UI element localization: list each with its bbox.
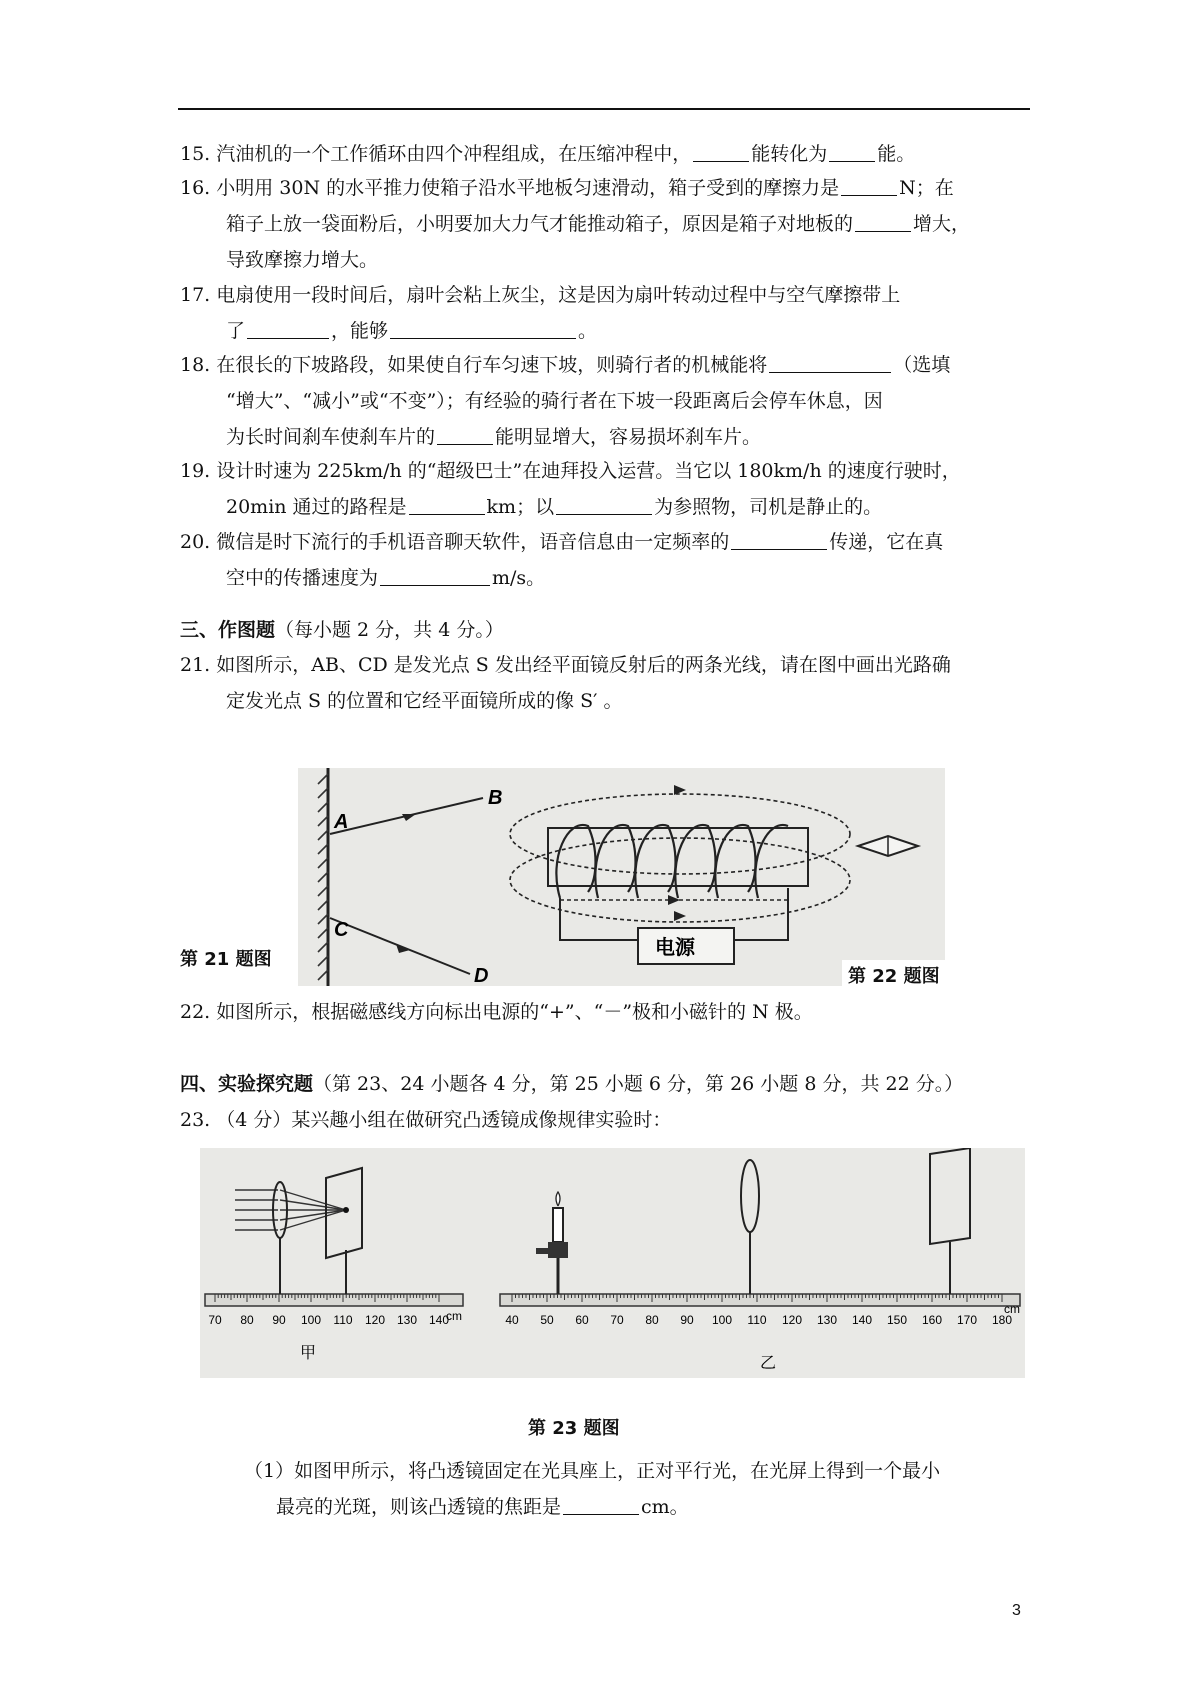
reflected-ray-cd — [330, 918, 470, 974]
figure-23-caption: 第 23 题图 — [528, 1418, 620, 1439]
ruler-tick-label: 140 — [851, 1313, 873, 1327]
answer-blank[interactable] — [409, 494, 485, 515]
question-20: 20. 微信是时下流行的手机语音聊天软件，语音信息由一定频率的 传递，它在真 空中的传播速度为 m/s。 — [180, 531, 944, 589]
answer-blank[interactable] — [563, 1494, 639, 1515]
figure-23-drawing — [200, 1148, 1025, 1378]
ruler-tick-label: 170 — [956, 1313, 978, 1327]
question-19: 19. 设计时速为 225km/h 的“超级巴士”在迪拜投入运营。当它以 180km/h 的速度行驶时， 20min 通过的路程是 km；以 为参照物，司机是静止的。 — [180, 460, 961, 518]
ruler-tick-label: 80 — [240, 1313, 254, 1327]
question-number: 23. — [180, 1109, 211, 1131]
ruler-tick-label: 130 — [396, 1313, 418, 1327]
parallel-light-rays — [235, 1190, 346, 1230]
ruler-tick-label: 40 — [505, 1313, 519, 1327]
label-a: A — [334, 811, 349, 833]
reflected-ray-ab — [330, 798, 483, 834]
field-arrow-bottom — [674, 911, 686, 921]
question-number: 19. — [180, 460, 211, 482]
question-number: 18. — [180, 354, 211, 376]
ruler-tick-label: 120 — [364, 1313, 386, 1327]
optical-bench-yi — [500, 1294, 1020, 1327]
label-d: D — [474, 965, 489, 986]
question-17: 17. 电扇使用一段时间后，扇叶会粘上灰尘，这是因为扇叶转动过程中与空气摩擦带上 了 ，能够 。 — [180, 284, 901, 342]
page-number: 3 — [1012, 1602, 1021, 1619]
convex-lens-yi — [741, 1160, 759, 1232]
answer-blank[interactable] — [247, 318, 329, 339]
section-4-heading: 四、实验探究题（第 23、24 小题各 4 分，第 25 小题 6 分，第 26 小题 8 分，共 22 分。） — [180, 1073, 964, 1095]
ruler-tick-label: 50 — [540, 1313, 554, 1327]
question-number: 20. — [180, 531, 211, 553]
question-16: 16. 小明用 30N 的水平推力使箱子沿水平地板匀速滑动，箱子受到的摩擦力是 N；在 箱子上放一袋面粉后，小明要加大力气才能推动箱子，原因是箱子对地板的 增大， 导致摩擦力增大。 — [180, 177, 971, 271]
ruler-tick-label: 80 — [645, 1313, 659, 1327]
answer-blank[interactable] — [556, 494, 652, 515]
ruler-tick-label: 160 — [921, 1313, 943, 1327]
light-screen-jia — [326, 1168, 362, 1258]
ruler-tick-label: 150 — [886, 1313, 908, 1327]
figure-label-jia: 甲 — [300, 1345, 317, 1362]
question-23-part-1: （1）如图甲所示，将凸透镜固定在光具座上，正对平行光，在光屏上得到一个最小 最亮的光斑，则该凸透镜的焦距是 cm。 — [244, 1460, 941, 1518]
figure-22-caption: 第 22 题图 — [842, 960, 946, 990]
ruler-tick-label: 90 — [680, 1313, 694, 1327]
ruler-tick-label: 90 — [272, 1313, 286, 1327]
answer-blank[interactable] — [390, 318, 576, 339]
label-c: C — [334, 919, 349, 941]
answer-blank[interactable] — [829, 141, 875, 162]
question-18: 18. 在很长的下坡路段，如果使自行车匀速下坡，则骑行者的机械能将 （选填 “增大”、“减小”或“不变”）；有经验的骑行者在下坡一段距离后会停车休息，因 为长时间刹车使刹车片的 能明显增大，容易损坏刹车片。 — [180, 354, 951, 448]
light-spot — [343, 1207, 349, 1213]
power-source-label: 电源 — [655, 937, 695, 959]
solenoid-coil — [556, 825, 788, 898]
answer-blank[interactable] — [693, 141, 749, 162]
answer-blank[interactable] — [437, 424, 493, 445]
figure-label-yi: 乙 — [760, 1355, 777, 1372]
ruler-tick-label: 110 — [333, 1313, 353, 1327]
ruler-tick-label: 130 — [816, 1313, 838, 1327]
figure-21-22-drawing — [298, 768, 945, 986]
question-number: 17. — [180, 284, 211, 306]
ruler-tick-label: 120 — [781, 1313, 803, 1327]
answer-blank[interactable] — [855, 211, 911, 232]
answer-blank[interactable] — [769, 352, 891, 373]
question-number: 22. — [180, 1001, 211, 1023]
figure-21-22 — [298, 768, 945, 986]
question-21: 21. 如图所示，AB、CD 是发光点 S 发出经平面镜反射后的两条光线，请在图中画出光路确 定发光点 S 的位置和它经平面镜所成的像 S′ 。 — [180, 654, 951, 712]
unit-label-jia: cm — [446, 1309, 462, 1323]
question-23: 23. （4 分）某兴趣小组在做研究凸透镜成像规律实验时： — [180, 1109, 672, 1131]
question-22: 22. 如图所示，根据磁感线方向标出电源的“+”、“－”极和小磁针的 N 极。 — [180, 1001, 813, 1023]
compass-needle — [858, 836, 918, 856]
ruler-tick-label: 100 — [300, 1313, 322, 1327]
header-rule — [178, 108, 1030, 110]
ruler-tick-label: 70 — [208, 1313, 222, 1327]
question-number: 21. — [180, 654, 211, 676]
plane-mirror — [318, 768, 328, 986]
light-screen-yi — [930, 1148, 970, 1244]
figure-21-caption: 第 21 题图 — [180, 949, 272, 970]
answer-blank[interactable] — [731, 529, 827, 550]
answer-blank[interactable] — [380, 565, 490, 586]
optical-bench-jia — [205, 1294, 463, 1327]
ruler-tick-label: 140 — [428, 1313, 450, 1327]
unit-label-yi: cm — [1004, 1302, 1020, 1316]
ruler-tick-label: 70 — [610, 1313, 624, 1327]
candle — [536, 1192, 568, 1294]
question-number: 15. — [180, 143, 211, 165]
ruler-tick-label: 60 — [575, 1313, 589, 1327]
ruler-tick-label: 180 — [991, 1313, 1013, 1327]
section-3-heading: 三、作图题（每小题 2 分，共 4 分。） — [180, 619, 504, 641]
question-number: 16. — [180, 177, 211, 199]
figure-23 — [200, 1148, 1025, 1378]
label-b: B — [488, 787, 503, 809]
question-15: 15. 汽油机的一个工作循环由四个冲程组成，在压缩冲程中， 能转化为 能。 — [180, 143, 916, 165]
ruler-tick-label: 100 — [711, 1313, 733, 1327]
answer-blank[interactable] — [841, 175, 897, 196]
ruler-tick-label: 110 — [747, 1313, 767, 1327]
